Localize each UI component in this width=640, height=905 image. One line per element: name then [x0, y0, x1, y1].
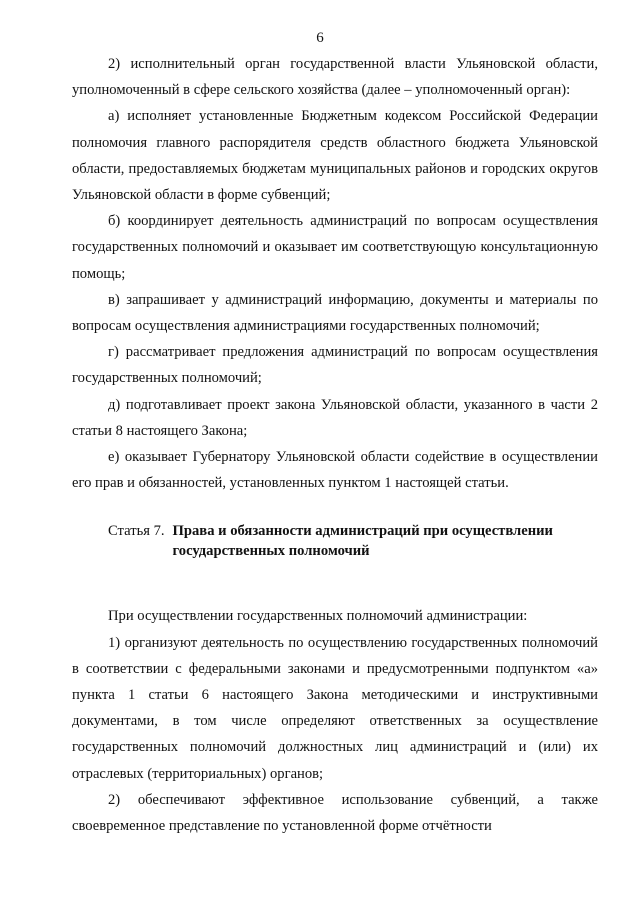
paragraph-a: а) исполняет установленные Бюджетным кодексом Российской Федерации полномочия главного распорядителя средств областного бюджета Ульяновской области, предоставляемых бюджетам муниципальных районов и городских округов Ульяновской области в форме субвенций;	[72, 108, 598, 204]
document-body	[72, 51, 598, 839]
paragraph-1-organize: 1) организуют деятельность по осуществлению государственных полномочий в соответствии с федеральными законами и предусмотренными подпунктом «а» пункта 1 статьи 6 настоящего Закона методическими и инструктивными документами, в том числе определяют ответственных за осуществление государственных полномочий должностных лиц администраций и (или) их отраслевых (территориальных) органов;	[72, 634, 598, 782]
paragraph-d: д) подготавливает проект закона Ульяновской области, указанного в части 2 статьи 8 настоящего Закона;	[72, 396, 598, 439]
paragraph-g: г) рассматривает предложения администраций по вопросам осуществления государственных полномочий;	[72, 344, 598, 387]
paragraph-v: в) запрашивает у администраций информацию, документы и материалы по вопросам осуществления администрациями государственных полномочий;	[72, 291, 598, 335]
page-number: 6	[316, 30, 324, 46]
paragraph-2-authorized-body: 2) исполнительный орган государственной власти Ульяновской области, уполномоченный в сфере сельского хозяйства (далее – уполномоченный орган):	[72, 56, 598, 99]
paragraph-b: б) координирует деятельность администраций по вопросам осуществления государственных полномочий и оказывает им соответствующую консультационную помощь;	[72, 213, 598, 282]
article-heading	[72, 521, 598, 561]
spacer	[72, 561, 598, 603]
spacer	[72, 496, 598, 521]
article-label: Статья 7.	[108, 523, 165, 540]
paragraph-2-ensure: 2) обеспечивают эффективное использование субвенций, а также своевременное представление по установленной форме отчётности	[72, 791, 598, 835]
paragraph-intro: При осуществлении государственных полномочий администрации:	[108, 608, 528, 625]
article-title: Права и обязанности администраций при осуществлении государственных полномочий	[172, 523, 553, 560]
paragraph-e: е) оказывает Губернатору Ульяновской области содействие в осуществлении его прав и обязанностей, установленных пунктом 1 настоящей статьи.	[72, 449, 598, 492]
